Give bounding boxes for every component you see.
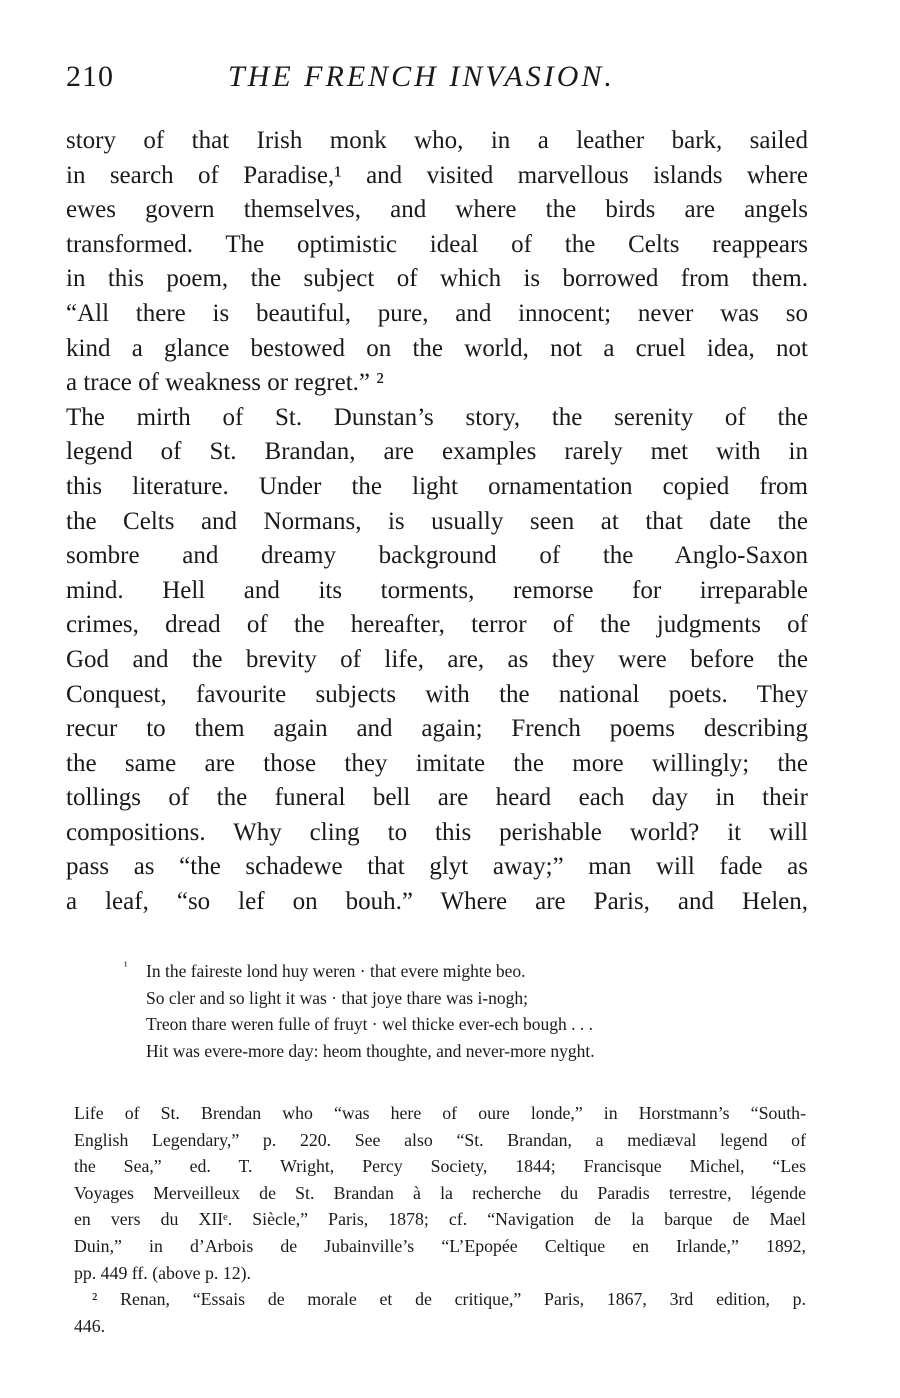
verse-line: Hit was evere-more day: heom thoughte, and never-more nyght. (146, 1040, 595, 1061)
body-line: the same are those they imitate the more willingly; the (66, 749, 808, 777)
body-line: God and the brevity of life, are, as they were before the (66, 645, 808, 673)
body-line: “All there is beautiful, pure, and innocent; never was so (66, 299, 808, 327)
verse-text: In the faireste lond huy weren · that evere mighte beo. (146, 961, 526, 981)
footnote-line: English Legendary,” p. 220. See also “St. Brandan, a mediæval legend of (74, 1129, 806, 1150)
footnote-1-verse (120, 958, 780, 1064)
footnote-line: 446. (74, 1315, 106, 1336)
footnote-line: Life of St. Brendan who “was here of oure londe,” in Horstmann’s “South- (74, 1103, 806, 1123)
footnote-line: en vers du XIIᵉ. Siècle,” Paris, 1878; cf. “Navigation de la barque de Mael (74, 1209, 806, 1230)
body-line: pass as “the schadewe that glyt away;” man will fade as (66, 853, 808, 881)
verse-line: So cler and so light it was · that joye thare was i-nogh; (146, 987, 529, 1008)
body-line: in this poem, the subject of which is borrowed from them. (66, 265, 808, 293)
verse-line (120, 958, 780, 985)
body-line: Conquest, favourite subjects with the national poets. They (66, 680, 808, 708)
body-line: recur to them again and again; French poems describing (66, 715, 808, 743)
footnote-line: Voyages Merveilleux de St. Brandan à la recherche du Paradis terrestre, légende (74, 1182, 806, 1203)
page-number: 210 (66, 60, 114, 93)
verse-line: Treon thare weren fulle of fruyt · wel thicke ever-ech bough . . . (146, 1014, 594, 1034)
footnote-notes (74, 1100, 806, 1339)
body-line: this literature. Under the light ornamentation copied from (66, 472, 808, 500)
body-line: a leaf, “so lef on bouh.” Where are Paris, and Helen, (66, 888, 808, 916)
footnote-line: pp. 449 ff. (above p. 12). (74, 1262, 251, 1283)
footnote-line: the Sea,” ed. T. Wright, Percy Society, 1844; Francisque Michel, “Les (74, 1156, 806, 1177)
body-line: in search of Paradise,¹ and visited marvellous islands where (66, 161, 808, 189)
body-text (66, 124, 808, 920)
body-line: compositions. Why cling to this perishable world? it will (66, 818, 808, 846)
footnote-line: ² Renan, “Essais de morale et de critique,” Paris, 1867, 3rd edition, p. (92, 1289, 806, 1310)
body-line: sombre and dreamy background of the Anglo-Saxon (66, 542, 808, 570)
body-line: the Celts and Normans, is usually seen at that date the (66, 507, 808, 535)
footnote-marker: ¹ (124, 959, 128, 973)
body-line: tollings of the funeral bell are heard each day in their (66, 784, 808, 812)
body-line: ewes govern themselves, and where the birds are angels (66, 196, 808, 224)
body-line: The mirth of St. Dunstan’s story, the serenity of the (66, 403, 808, 431)
footnote-line: Duin,” in d’Arbois de Jubainville’s “L’Epopée Celtique en Irlande,” 1892, (74, 1235, 806, 1256)
body-line: mind. Hell and its torments, remorse for irreparable (66, 576, 808, 604)
running-head (66, 60, 806, 100)
body-line: story of that Irish monk who, in a leather bark, sailed (66, 127, 808, 154)
body-line: legend of St. Brandan, are examples rarely met with in (66, 438, 808, 466)
body-line: transformed. The optimistic ideal of the Celts reappears (66, 230, 808, 258)
body-line: crimes, dread of the hereafter, terror of the judgments of (66, 611, 808, 639)
body-line: kind a glance bestowed on the world, not a cruel idea, not (66, 334, 808, 362)
body-line: a trace of weakness or regret.” ² (66, 369, 384, 397)
running-title: THE FRENCH INVASION. (228, 60, 615, 93)
